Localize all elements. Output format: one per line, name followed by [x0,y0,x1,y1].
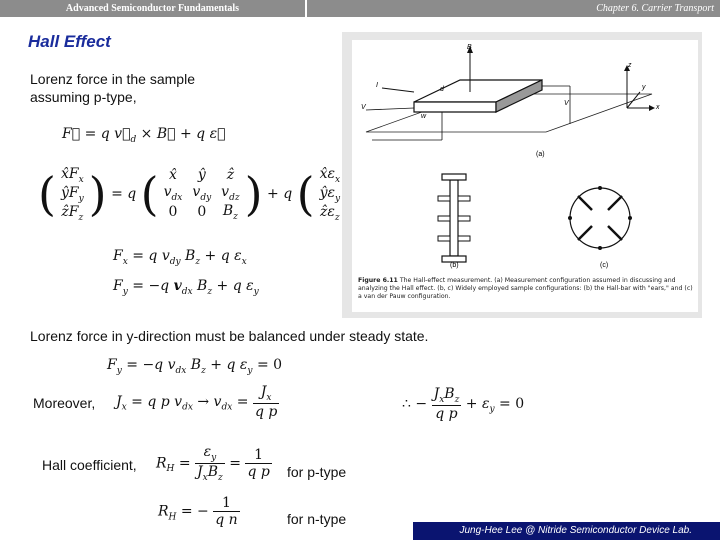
current-density-equation: $J_x = q$ p $v_{dx} \to v_{dx}$ = $\frac{J_x}{\text{q p}}$ [116,384,278,420]
moreover-label: Moreover, [33,395,96,411]
header-course-title: Advanced Semiconductor Fundamentals [0,0,305,17]
figure-label-w: w [421,113,427,120]
hall-coefficient-label: Hall coefficient, [42,457,137,473]
matrix-equation: ( $x̂F_x$ $ŷF_y$ $ẑF_z$ ) = q ( x̂ ŷ ẑ $v_{dx}$ $v_{dy}$ $v_{dz}$ 0 0 $B_z$ ) + q ( $x̂\varepsilon_x$ $ŷ\varepsilon_y$ $ẑ\varepsilon_z$ [38,166,341,223]
figure-axis-x: x [656,104,660,111]
figure-axis-z: z [628,62,632,69]
figure-label-I: I [376,82,378,89]
header-chapter-title: Chapter 6. Carrier Transport [307,0,720,17]
fy-balance-equation: $F_y = -q$ $v_{dx}$ $B_z + q$ $\varepsilon_y = 0$ [107,357,283,376]
figure-label-a: (a) [536,151,545,158]
footer-lab-credit: Jung-Hee Lee @ Nitride Semiconductor Device Lab. [413,522,720,540]
intro-line-2: assuming p-type, [30,89,137,105]
figure-label-B: B [467,44,472,51]
steady-state-text: Lorenz force in y-direction must be balanced under steady state. [30,328,429,344]
intro-line-1: Lorenz force in the sample [30,71,195,87]
hall-coefficient-n-equation: $R_H$ = − $\frac{1}{\text{q n}}$ [158,495,238,528]
figure-axis-y: y [642,84,646,91]
slide-title: Hall Effect [28,32,111,51]
figure-label-b: (b) [450,262,459,269]
figure-caption-label: Figure 6.11 [358,277,398,284]
figure-caption-text: The Hall-effect measurement. (a) Measurement configuration assumed in discussing and analyzing the Hall effect. (b, c) Widely employed sample configurations: (b) the Hall-bar with "ears," and (c) a van der Pauw configuration. [358,277,693,300]
field-balance-equation: ∴ − $\frac{J_xB_z}{\text{q p}}$ + $\varepsilon_y = 0$ [402,386,525,422]
figure-label-VH: V [564,100,569,107]
n-type-label: for n-type [287,511,347,527]
figure-label-VA: V [361,104,366,111]
hall-coefficient-p-equation: $R_H$ = $\frac{\varepsilon_y}{J_xB_z}$ = $\frac{1}{\text{q p}}$ [156,444,270,483]
p-type-label: for p-type [287,464,347,480]
figure-caption [358,277,694,301]
figure-label-c: (c) [600,262,609,269]
figure-label-d: d [440,86,444,93]
fx-equation: $F_x = q$ $v_{dy}$ $B_z + q$ $\varepsilon_x$ [113,248,247,267]
lorentz-force-equation: F⃗ = q $v⃗_d$ × B⃗ + q ε⃗ [62,126,226,145]
hall-effect-figure [352,40,698,276]
fy-equation: $F_y = -q$ $v_{dx}$ $B_z + q$ $\varepsilon_y$ [113,278,259,297]
